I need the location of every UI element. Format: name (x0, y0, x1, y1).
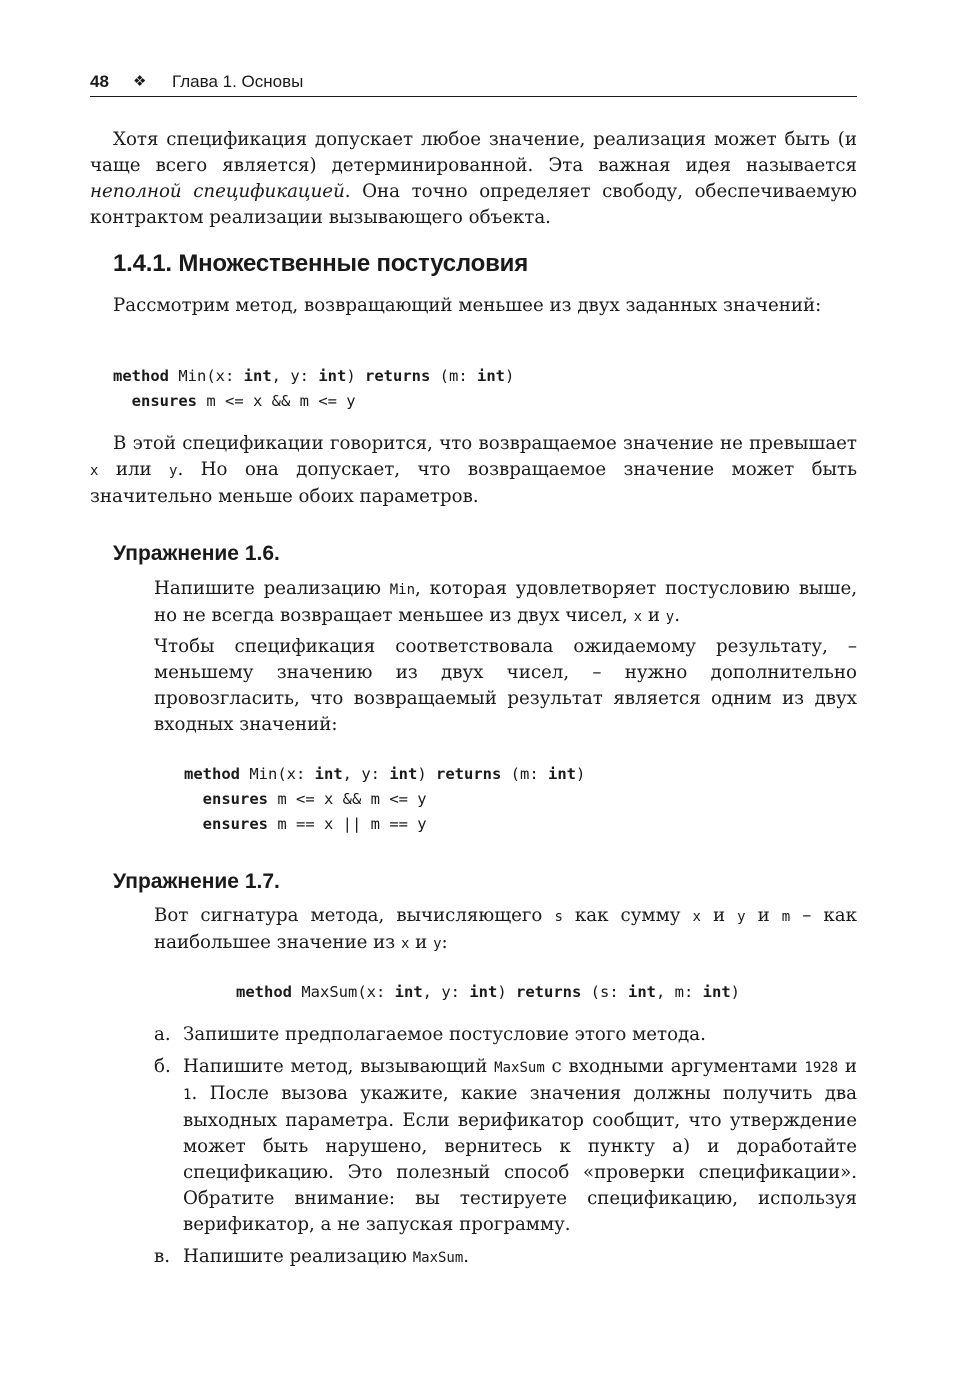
exercise-1-7-paragraph-1: Вот сигнатура метода, вычисляющего s как сумму x и y и m – как наибольшее значение из x и y: (154, 905, 858, 953)
list-marker: б. (154, 1056, 171, 1077)
code-block-maxsum (236, 980, 857, 1005)
list-item (154, 1022, 857, 1048)
list-marker: а. (154, 1024, 171, 1045)
list-item-text: Напишите реализацию MaxSum. (183, 1246, 470, 1267)
code-line: ensures m <= x && m <= y (202, 790, 427, 808)
section-paragraph-1: Рассмотрим метод, возвращающий меньшее из двух заданных значений: (113, 295, 822, 316)
page-number: 48 (90, 72, 109, 91)
section-paragraph-2: В этой спецификации говорится, что возвращаемое значение не превышает x или y. Но она допускает, что возвращаемое значение может быть значительно меньше обоих параметров. (90, 433, 857, 507)
running-head (90, 68, 857, 97)
chapter-title: Глава 1. Основы (172, 72, 304, 91)
exercise-1-6-heading: Упражнение 1.6. (113, 542, 280, 565)
code-line: method Min(x: int, y: int) returns (m: int) (113, 367, 515, 385)
code-line: ensures m == x || m == y (202, 815, 427, 833)
term-incomplete-spec: неполной спецификацией (90, 181, 345, 202)
code-line: method Min(x: int, y: int) returns (m: int) (184, 765, 586, 783)
code-line: ensures m <= x && m <= y (131, 392, 356, 410)
ornament-icon: ❖ (133, 73, 147, 90)
intro-paragraph: Хотя спецификация допускает любое значение, реализация может быть (и чаще всего является) детерминированной. Эта важная идея называется неполной спецификацией. Она точно определяет свободу, обеспечиваемую контрактом реализации вызывающего объекта. (90, 129, 858, 228)
exercise-1-7-heading: Упражнение 1.7. (113, 870, 280, 893)
section-heading: 1.4.1. Множественные постусловия (113, 250, 529, 277)
list-item-text: Запишите предполагаемое постусловие этого метода. (183, 1024, 706, 1045)
list-item (154, 1054, 857, 1238)
list-item-text: Напишите метод, вызывающий MaxSum с входными аргументами 1928 и 1. После вызова укажите, какие значения должны получить два выходных параметра. Если верификатор сообщит, что утверждение может быть нарушено, вернитесь к пункту а) и доработайте спецификацию. Это полезный способ «проверки спецификации». Обратите внимание: вы тестируете спецификацию, используя верификатор, а не запуская программу. (183, 1056, 858, 1235)
list-item (154, 1244, 857, 1271)
code-line: method MaxSum(x: int, y: int) returns (s: int, m: int) (236, 983, 741, 1001)
list-marker: в. (154, 1246, 171, 1267)
exercise-1-6-paragraph-2: Чтобы спецификация соответствовала ожидаемому результату, – меньшему значению из двух чисел, – нужно дополнительно провозгласить, что возвращаемый результат является одним из двух входных значений: (154, 636, 857, 735)
code-block-min-2 (184, 762, 857, 837)
code-block-min (113, 364, 880, 414)
exercise-1-6-paragraph-1: Напишите реализацию Min, которая удовлетворяет постусловию выше, но не всегда возвращает меньшее из двух чисел, x и y. (154, 578, 857, 626)
